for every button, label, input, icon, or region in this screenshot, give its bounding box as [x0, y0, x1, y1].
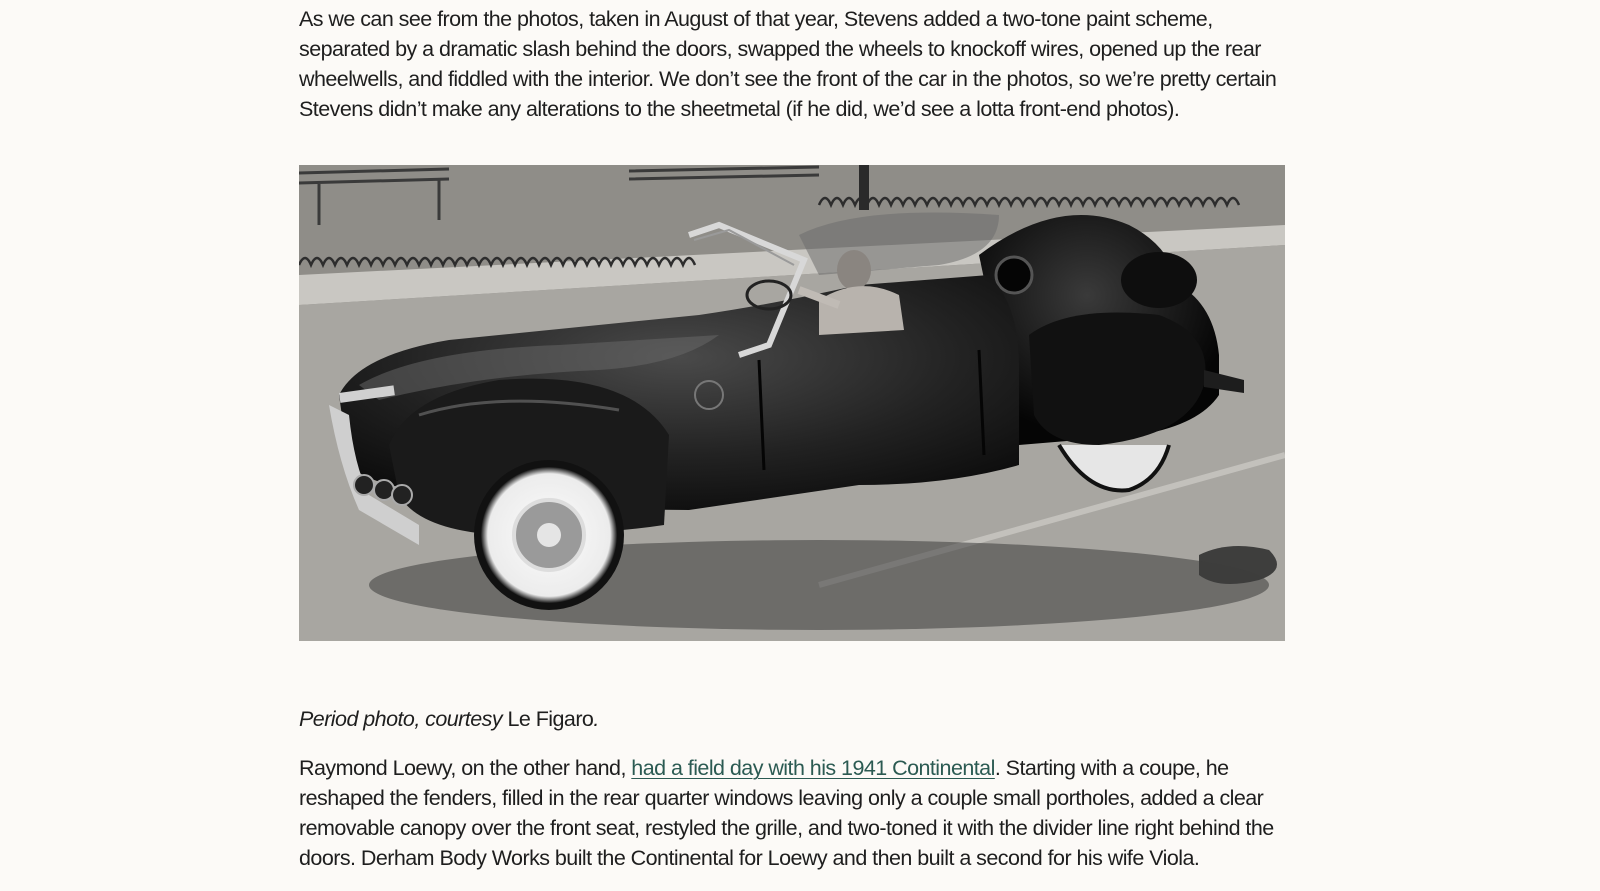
- continental-article-link[interactable]: had a field day with his 1941 Continental: [631, 756, 995, 780]
- caption-end: .: [593, 706, 599, 731]
- paragraph-loewy: [299, 753, 1299, 873]
- car-photo-illustration: [299, 165, 1285, 641]
- paragraph-stevens: As we can see from the photos, taken in August of that year, Stevens added a two-tone paint scheme, separated by a dramatic slash behind the doors, swapped the wheels to knockoff wires, opened up the rear wheelwells, and fiddled with the interior. We don’t see the front of the car in the photos, so we’re pretty certain Stevens didn’t make any alterations to the sheetmetal (if he did, we’d see a lotta front-end photos).: [299, 7, 1277, 121]
- paragraph-loewy-rest: . Starting with a coupe, he reshaped the fenders, filled in the rear quarter windows leaving only a couple small portholes, added a clear removable canopy over the front seat, restyled the grille, and two-toned it with the divider line right behind the doors. Derham Body Works built the Continental for Loewy and then built a second for his wife Viola.: [299, 756, 1274, 870]
- caption-source: Le Figaro: [502, 706, 594, 731]
- photo-caption: [299, 704, 599, 734]
- paragraph-loewy-intro: Raymond Loewy, on the other hand,: [299, 756, 632, 780]
- caption-italic: Period photo, courtesy: [299, 706, 503, 731]
- article-photo: [299, 165, 1285, 641]
